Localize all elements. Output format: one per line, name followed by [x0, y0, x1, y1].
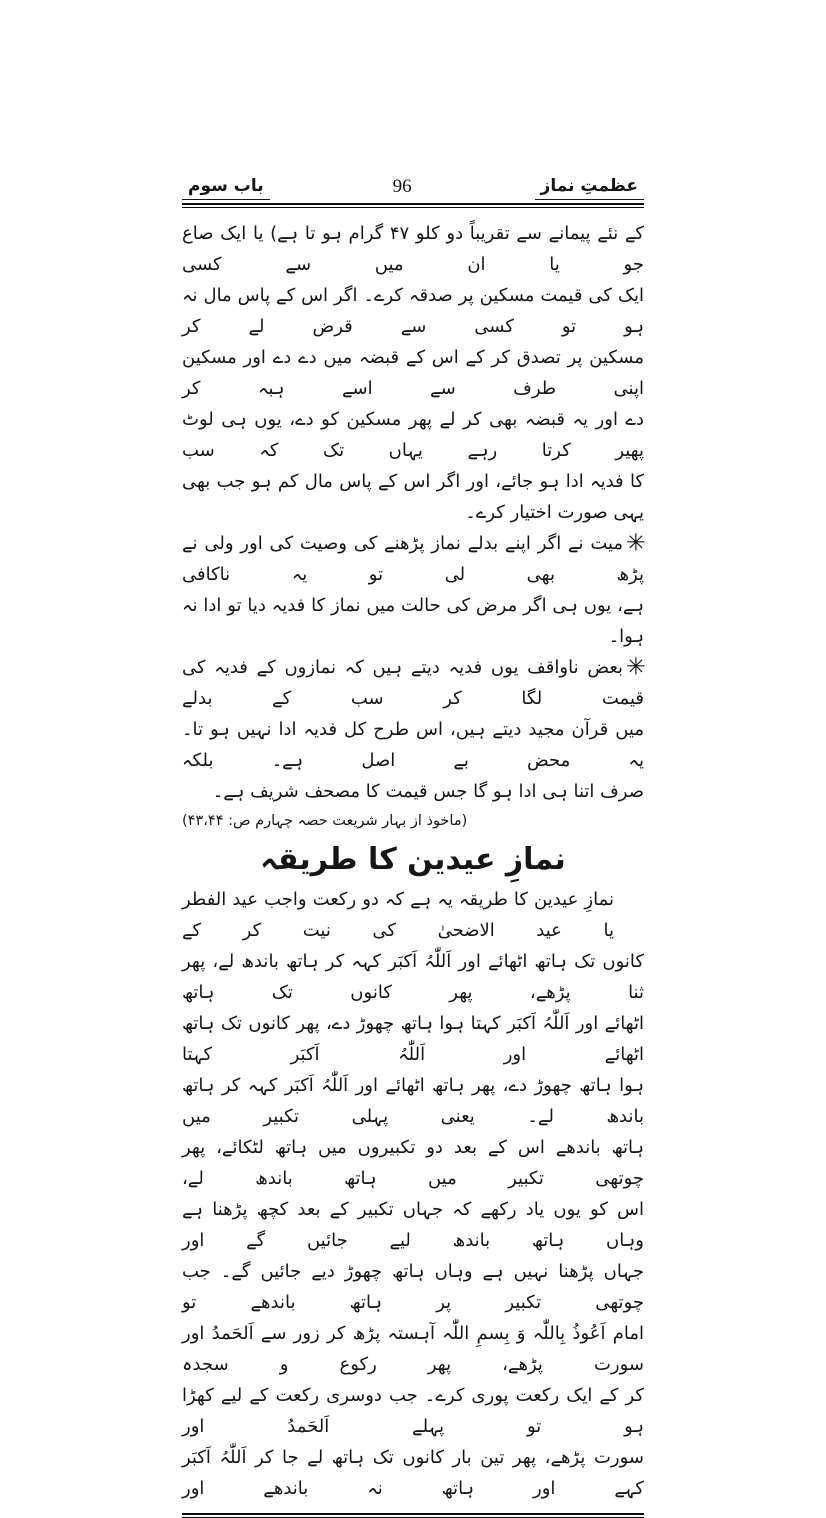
- text-line: میں قرآن مجید دیتے ہیں، اس طرح کل فدیہ ادا نہیں ہو تا۔ یہ محض بے اصل ہے۔ بلکہ: [182, 719, 644, 771]
- text-line: کے نئے پیمانے سے تقریباً دو کلو ۴۷ گرام ہو تا ہے) یا ایک صاع جو یا ان میں سے کسی: [182, 223, 644, 275]
- text-line: جہاں پڑھنا نہیں ہے وہاں ہاتھ چھوڑ دیے جائیں گے۔ جب چوتھی تکبیر پر ہاتھ باندھے تو: [182, 1261, 644, 1313]
- text-line: کر کے ایک رکعت پوری کرے۔ جب دوسری رکعت کے لیے کھڑا ہو تو پہلے اَلحَمدُ اور: [182, 1385, 644, 1437]
- header-rule: [182, 203, 644, 208]
- asterisk-bullet-icon: ✳: [626, 529, 646, 557]
- bullet-text: بعض ناواقف یوں فدیہ دیتے ہیں کہ نمازوں کے فدیہ کی قیمت لگا کر سب کے بدلے: [182, 657, 644, 709]
- text-line: صرف اتنا ہی ادا ہو گا جس قیمت کا مصحف شریف ہے۔: [212, 781, 644, 802]
- bullet-text: میت نے اگر اپنے بدلے نماز پڑھنے کی وصیت کی اور ولی نے پڑھ بھی لی تو یہ ناکافی: [182, 533, 644, 585]
- text-line: ہوا ہاتھ چھوڑ دے، پھر ہاتھ اٹھائے اور اَللّٰہُ اَکبَر کہہ کر ہاتھ باندھ لے۔ یعنی پہلی تکبیر میں: [182, 1075, 644, 1127]
- section-heading: نمازِ عیدین کا طریقہ: [260, 842, 566, 877]
- fidya-paragraph: [182, 218, 644, 528]
- text-line: کا فدیہ ادا ہو جائے، اور اگر اس کے پاس مال کم ہو جب بھی یہی صورت اختیار کرے۔: [182, 471, 644, 523]
- text-line: ہے، یوں ہی اگر مرض کی حالت میں نماز کا فدیہ دیا تو ادا نہ ہوا۔: [182, 595, 644, 647]
- running-header: [182, 176, 644, 200]
- source-citation: (ماخوذ از بہار شریعت حصہ چہارم ص: ۴۳،۴۴): [182, 813, 468, 829]
- eidain-paragraph: [182, 884, 644, 1504]
- page-number: 96: [392, 176, 412, 197]
- bullet-item: [182, 652, 644, 807]
- text-line: نمازِ عیدین کا طریقہ یہ ہے کہ دو رکعت واجب عید الفطر یا عید الاضحیٰ کی نیت کر کے: [182, 889, 614, 941]
- text-line: امام اَعُوذُ بِاللّٰہ وَ بِسمِ اللّٰہ آہستہ پڑھ کر زور سے اَلحَمدُ اور سورت پڑھے، پھر رکوع و سجدہ: [182, 1323, 644, 1375]
- asterisk-bullet-icon: ✳: [626, 653, 646, 681]
- text-line: سورت پڑھے، پھر تین بار کانوں تک ہاتھ لے جا کر اَللّٰہُ اَکبَر کہے اور ہاتھ نہ باندھے اور: [182, 1447, 644, 1499]
- text-line: [182, 652, 644, 714]
- book-page: [182, 0, 644, 1518]
- book-title: عظمتِ نماز: [535, 176, 644, 200]
- text-line: دے اور یہ قبضہ بھی کر لے پھر مسکین کو دے، یوں ہی لوٹ پھیر کرتا رہے یہاں تک کہ سب: [182, 409, 644, 461]
- chapter-title: باب سوم: [182, 176, 270, 200]
- text-line: مسکین پر تصدق کر کے اس کے قبضہ میں دے دے اور مسکین اپنی طرف سے اسے ہبہ کر: [182, 347, 644, 399]
- text-line: ہاتھ باندھے اس کے بعد دو تکبیروں میں ہاتھ لٹکائے، پھر چوتھی تکبیر میں ہاتھ باندھ لے،: [182, 1137, 644, 1189]
- bullet-item: [182, 528, 644, 652]
- text-line: ایک کی قیمت مسکین پر صدقہ کرے۔ اگر اس کے پاس مال نہ ہو تو کسی سے قرض لے کر: [182, 285, 644, 337]
- text-line: [182, 528, 644, 590]
- text-line: اٹھائے اور اَللّٰہُ اَکبَر کہتا ہوا ہاتھ چھوڑ دے، پھر کانوں تک ہاتھ اٹھائے اور اَللّٰہُ اَکبَر کہتا: [182, 1013, 644, 1065]
- text-line: اس کو یوں یاد رکھے کہ جہاں تکبیر کے بعد کچھ پڑھنا ہے وہاں ہاتھ باندھ لیے جائیں گے اور: [182, 1199, 644, 1251]
- footer-rule: [182, 1513, 644, 1518]
- text-line: کانوں تک ہاتھ اٹھائے اور اَللّٰہُ اَکبَر کہہ کر ہاتھ باندھ لے، پھر ثنا پڑھے، پھر کانوں تک ہاتھ: [182, 951, 644, 1003]
